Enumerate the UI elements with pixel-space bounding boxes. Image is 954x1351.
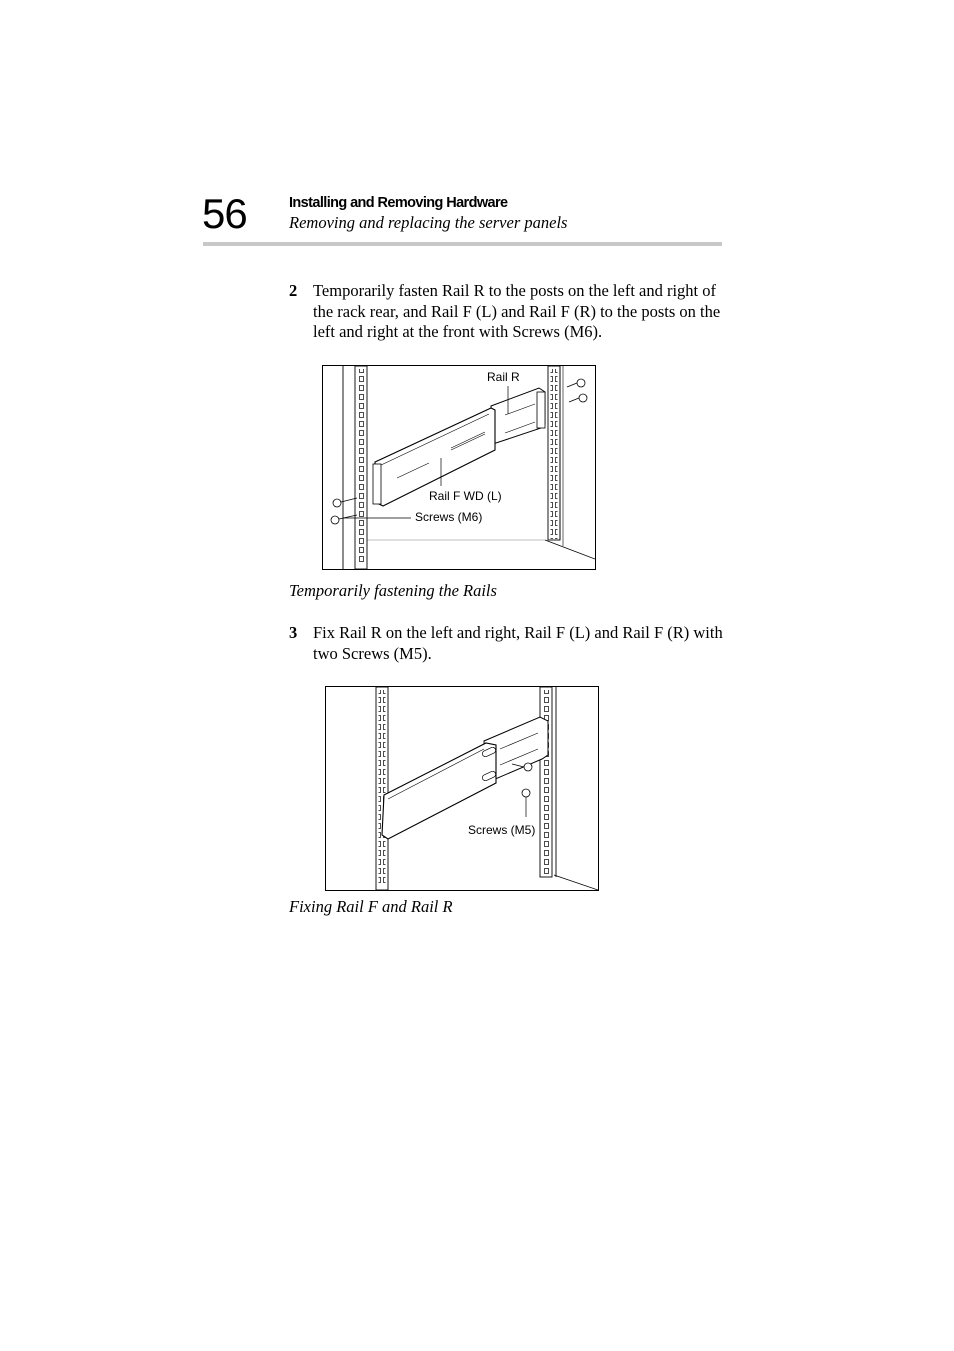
- figure-2-caption: Fixing Rail F and Rail R: [289, 897, 453, 916]
- rack-rail-illustration-1: [323, 366, 595, 569]
- figure-1-label-rail-r: Rail R: [487, 370, 520, 384]
- step-2: [289, 281, 729, 343]
- section-title: Removing and replacing the server panels: [289, 213, 568, 232]
- step-number: 2: [289, 281, 298, 300]
- header-rule: [203, 242, 722, 246]
- figure-fixing-rails: [325, 686, 599, 891]
- figure-temporarily-fastening: [322, 365, 596, 570]
- chapter-title: Installing and Removing Hardware: [289, 195, 508, 211]
- rack-rail-illustration-2: [326, 687, 598, 890]
- step-text: Fix Rail R on the left and right, Rail F (L) and Rail F (R) with two Screws (M5).: [313, 623, 723, 663]
- step-3: [289, 623, 729, 664]
- figure-1-label-screws: Screws (M6): [415, 510, 483, 524]
- figure-1-label-rail-f: Rail F WD (L): [429, 489, 502, 503]
- figure-2-label-screws: Screws (M5): [468, 823, 536, 837]
- step-text: Temporarily fasten Rail R to the posts on the left and right of the rack rear, and Rail F (L) and Rail F (R) to the posts on the left and right at the front with Screws (M6).: [313, 281, 721, 341]
- figure-1-caption: Temporarily fastening the Rails: [289, 581, 497, 600]
- step-number: 3: [289, 623, 298, 642]
- page-number: 56: [202, 190, 247, 237]
